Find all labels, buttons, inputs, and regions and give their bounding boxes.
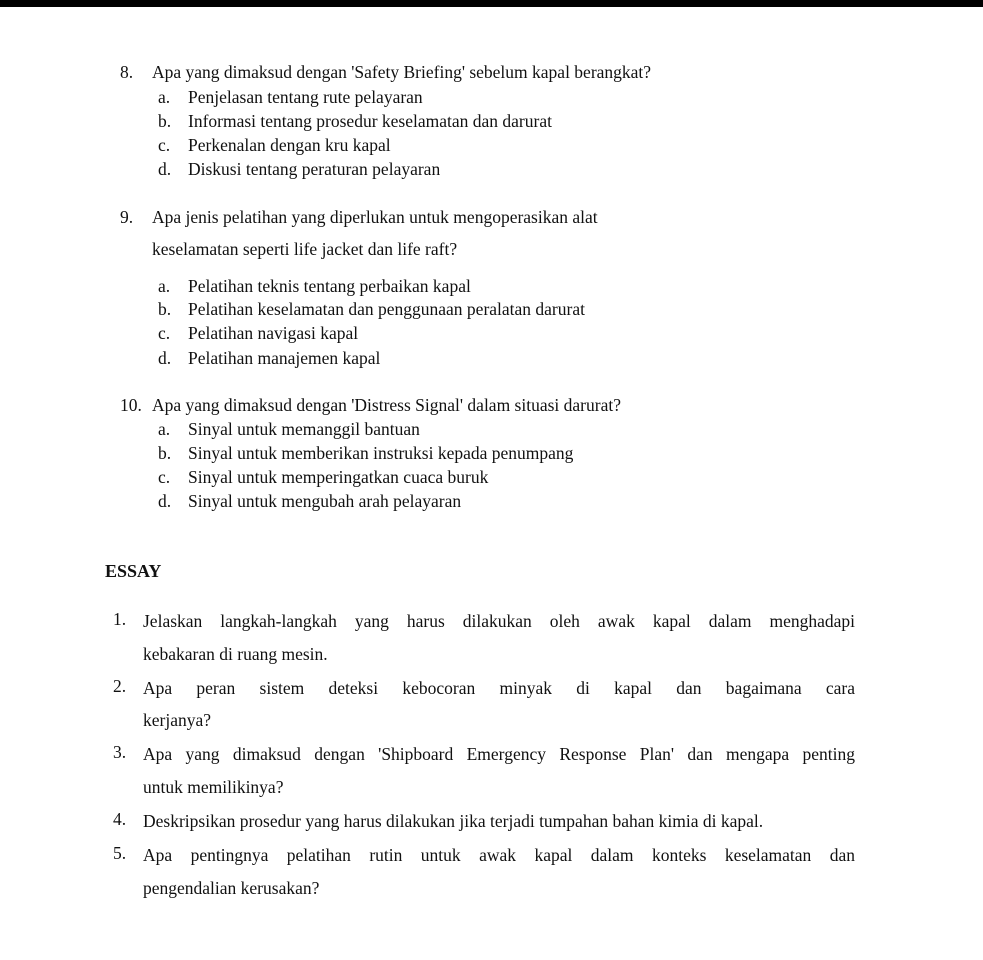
question-text: Apa yang dimaksud dengan 'Distress Signal' dalam situasi darurat? (152, 395, 621, 415)
question-text: Apa jenis pelatihan yang diperlukan untuk mengoperasikan alat (152, 207, 598, 227)
option-text: Sinyal untuk memanggil bantuan (188, 419, 420, 439)
option-text: Informasi tentang prosedur keselamatan dan darurat (188, 111, 552, 131)
question-number: 10. (120, 395, 142, 415)
essay-number: 2. (113, 676, 127, 696)
essay-number: 3. (113, 742, 127, 762)
question-number: 9. (120, 207, 134, 227)
option-letter: a. (158, 276, 171, 296)
essay-text: pengendalian kerusakan? (143, 878, 320, 898)
option-letter: c. (158, 467, 171, 487)
option-letter: b. (158, 443, 172, 463)
option-letter: b. (158, 299, 172, 319)
option-letter: d. (158, 159, 172, 179)
option-text: Sinyal untuk memperingatkan cuaca buruk (188, 467, 489, 487)
essay-text: Jelaskan langkah-langkah yang harus dilakukan oleh awak kapal dalam menghadapi (143, 611, 855, 631)
option-letter: b. (158, 111, 172, 131)
option-letter: d. (158, 491, 172, 511)
option-text: Pelatihan navigasi kapal (188, 323, 359, 343)
option-text: Pelatihan keselamatan dan penggunaan peralatan darurat (188, 299, 585, 319)
essay-number: 1. (113, 609, 127, 629)
essay-heading: ESSAY (105, 561, 162, 581)
option-letter: a. (158, 87, 171, 107)
question-number: 8. (120, 62, 134, 82)
option-text: Penjelasan tentang rute pelayaran (188, 87, 423, 107)
essay-text: kebakaran di ruang mesin. (143, 644, 328, 664)
option-text: Sinyal untuk memberikan instruksi kepada penumpang (188, 443, 574, 463)
option-text: Pelatihan manajemen kapal (188, 348, 381, 368)
option-letter: d. (158, 348, 172, 368)
option-letter: a. (158, 419, 171, 439)
option-text: Sinyal untuk mengubah arah pelayaran (188, 491, 462, 511)
question-text: keselamatan seperti life jacket dan life raft? (152, 239, 458, 259)
essay-text: Apa peran sistem deteksi kebocoran minyak di kapal dan bagaimana cara (143, 678, 855, 698)
essay-text: kerjanya? (143, 710, 212, 730)
essay-text: Deskripsikan prosedur yang harus dilakukan jika terjadi tumpahan bahan kimia di kapal. (143, 811, 764, 831)
option-text: Perkenalan dengan kru kapal (188, 135, 391, 155)
essay-text: Apa pentingnya pelatihan rutin untuk awak kapal dalam konteks keselamatan dan (143, 845, 855, 865)
essay-number: 5. (113, 843, 127, 863)
option-letter: c. (158, 323, 171, 343)
top-black-bar (0, 0, 983, 7)
essay-text: untuk memilikinya? (143, 777, 284, 797)
essay-text: Apa yang dimaksud dengan 'Shipboard Emergency Response Plan' dan mengapa penting (143, 744, 855, 764)
option-text: Diskusi tentang peraturan pelayaran (188, 159, 441, 179)
question-text: Apa yang dimaksud dengan 'Safety Briefing' sebelum kapal berangkat? (152, 62, 652, 82)
essay-number: 4. (113, 809, 127, 829)
option-text: Pelatihan teknis tentang perbaikan kapal (188, 276, 471, 296)
option-letter: c. (158, 135, 171, 155)
